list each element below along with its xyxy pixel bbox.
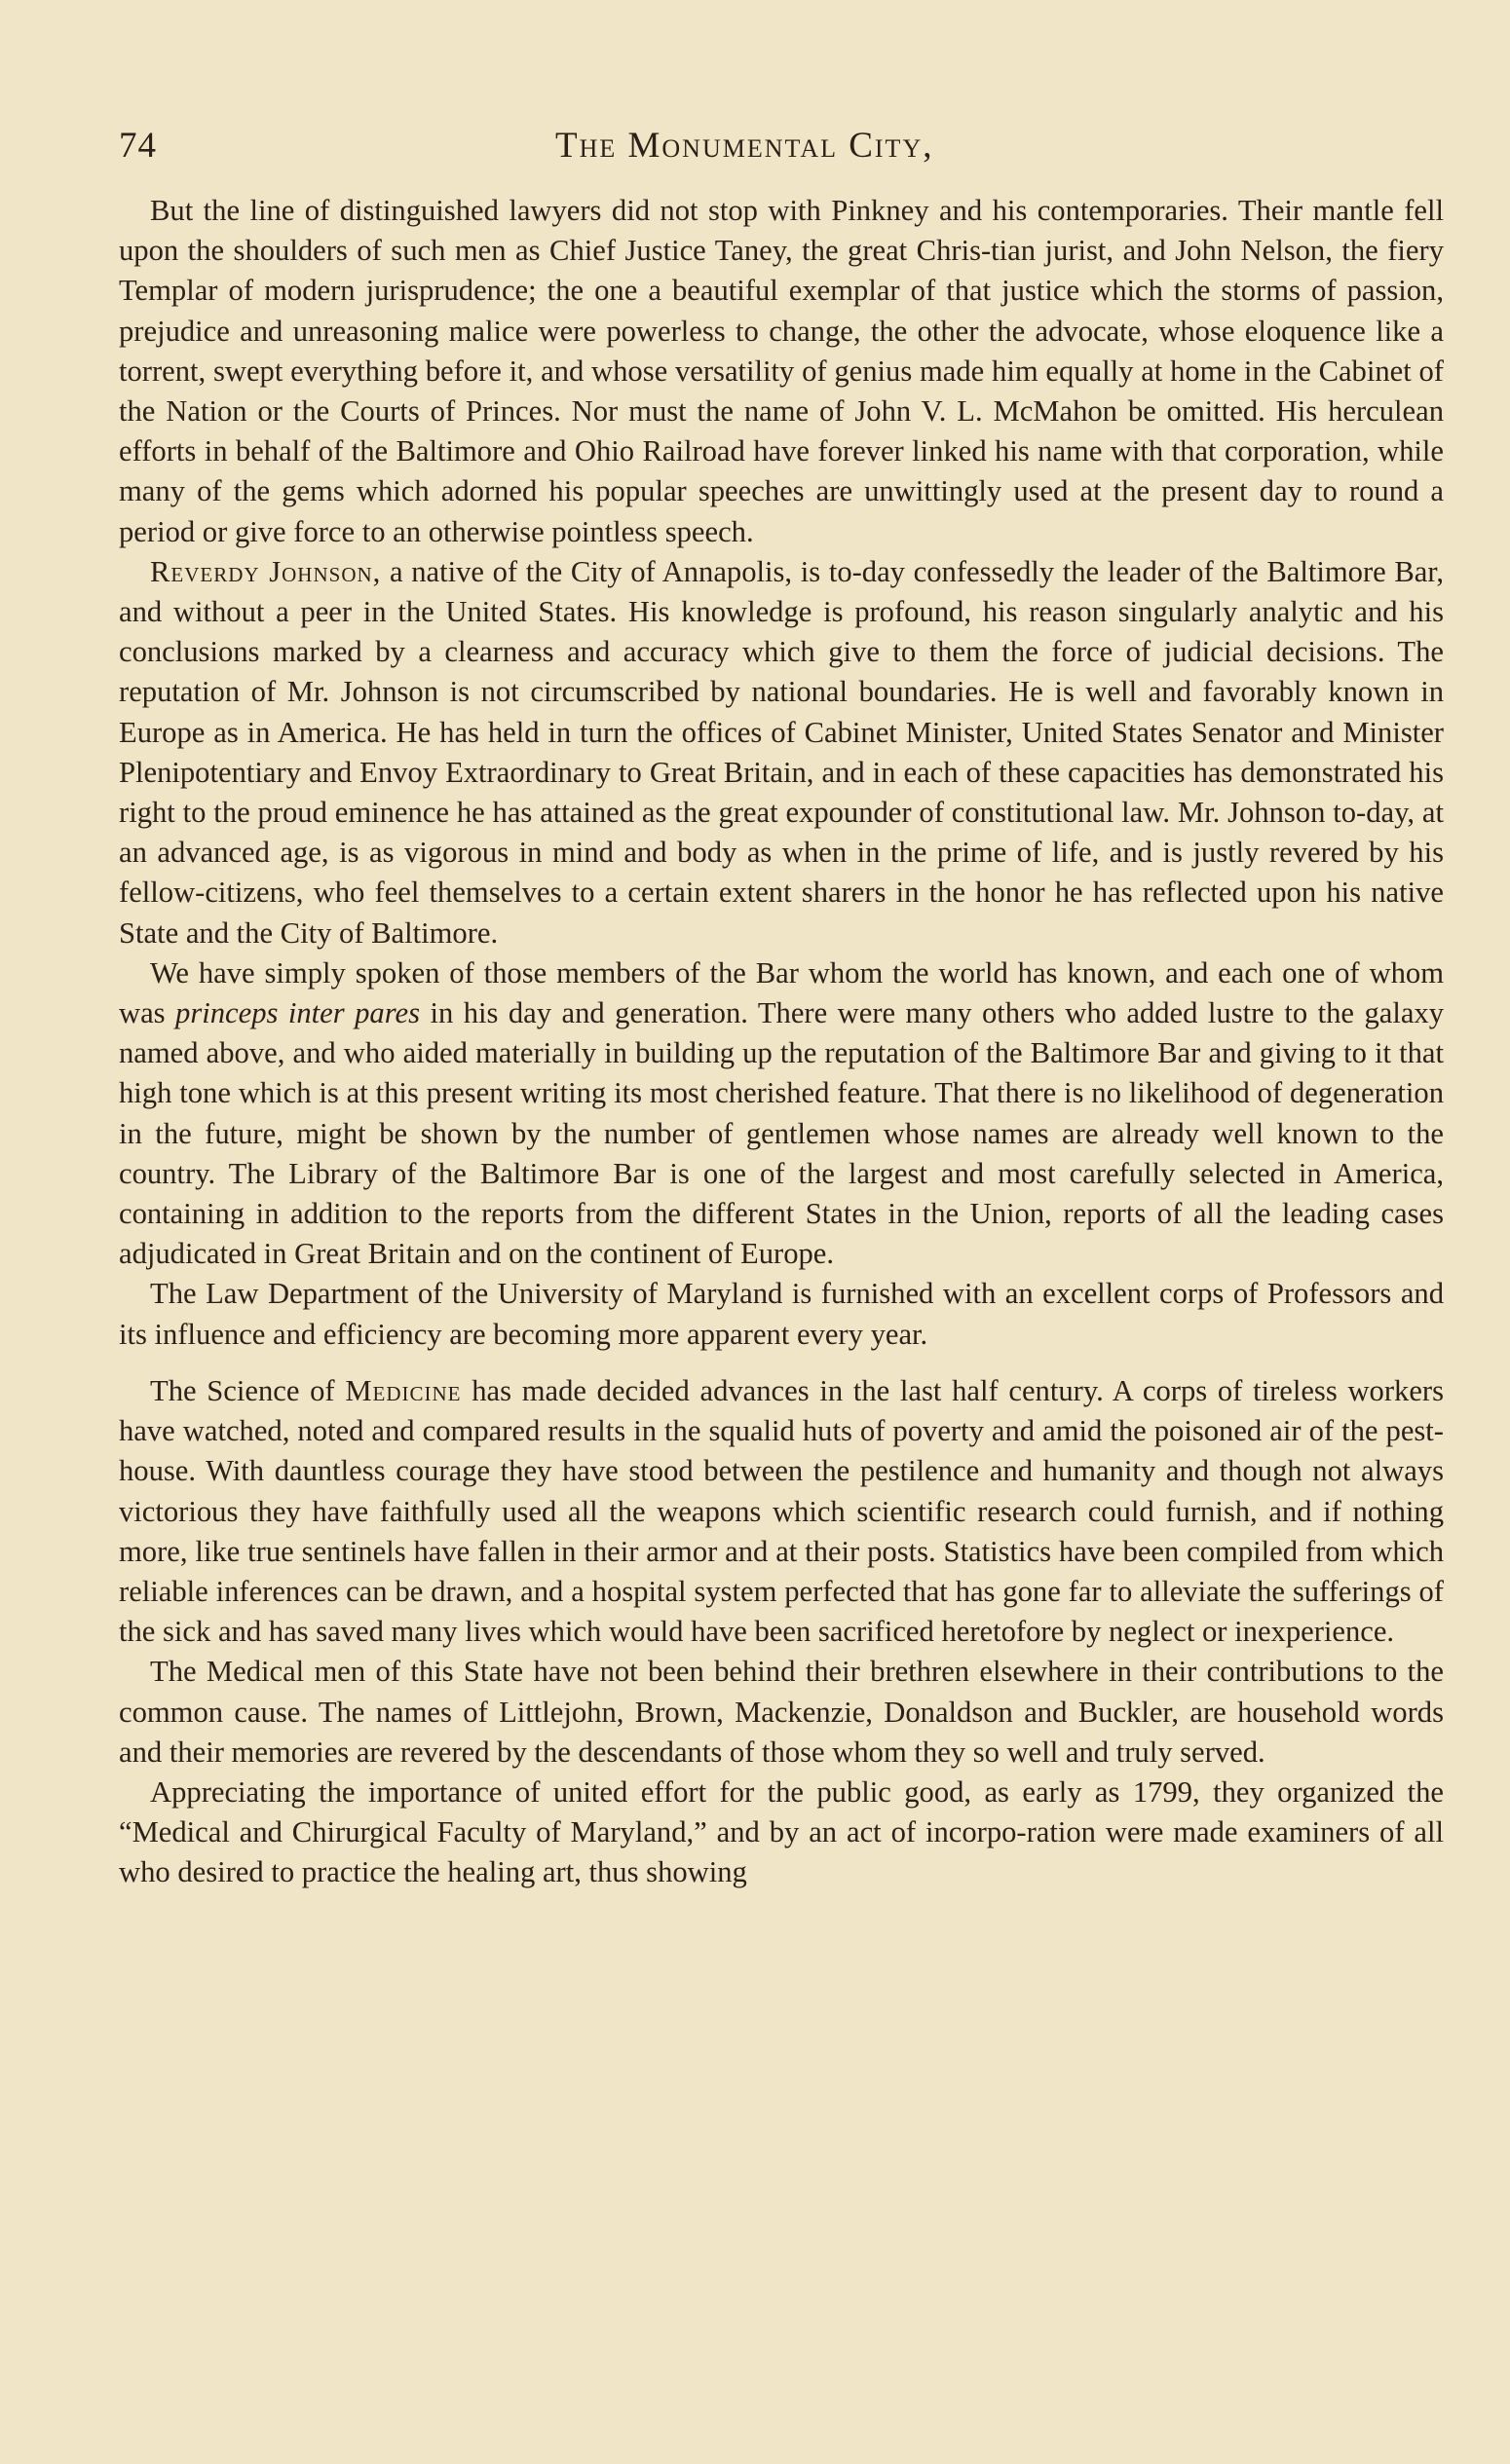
paragraph-text: We have simply spoken of those members of the Bar whom the world has known, and each one of whom was	[119, 955, 1444, 1030]
body-text	[119, 191, 1444, 1893]
paragraph-law-department: The Law Department of the University of Maryland is furnished with an excellent corps of Professors and its influence and efficiency are becoming more apparent every year.	[119, 1277, 1444, 1351]
paragraph-latin-phrase: princeps inter pares	[175, 996, 420, 1030]
paragraph-medical-faculty: Appreciating the importance of united effort for the public good, as early as 1799, they organized the “Medical and Chirurgical Faculty of Maryland,” and by an act of incorpo-ration were made examiners of all who desired to practice the healing art, thus showing	[119, 1774, 1444, 1889]
paragraph-baltimore-bar	[119, 953, 1444, 1275]
paragraph-text: in his day and generation. There were many others who added lustre to the galaxy named above, and who aided materially in building up the reputation of the Baltimore Bar and giving to it that high tone which is at this present writing its most cherished feature. That there is no likelihood of degeneration in the future, might be shown by the number of gentlemen whose names are already well known to the country. The Library of the Baltimore Bar is one of the largest and most carefully selected in America, containing in addition to the reports from the different States in the Union, reports of all the leading cases adjudicated in Great Britain and on the continent of Europe.	[119, 996, 1444, 1271]
running-title: The Monumental City,	[555, 126, 934, 166]
paragraph-reverdy-johnson	[119, 552, 1444, 953]
paragraph-topic-word: Medicine	[345, 1373, 462, 1407]
paragraph-text: a native of the City of Annapolis, is to-day confessedly the leader of the Baltimore Bar, and without a peer in the United States. His knowledge is profound, his reason singularly analytic and his conclusions marked by a clearness and accuracy which give to them the force of judicial decisions. The reputation of Mr. Johnson is not circumscribed by national boundaries. He is well and favorably known in Europe as in America. He has held in turn the offices of Cabinet Minister, United States Senator and Minister Plenipotentiary and Envoy Extraordinary to Great Britain, and in each of these capacities has demonstrated his right to the proud eminence he has attained as the great expounder of constitutional law. Mr. Johnson to-day, at an advanced age, is as vigorous in mind and body as when in the prime of life, and is justly revered by his fellow-citizens, who feel themselves to a certain extent sharers in the honor he has reflected upon his native State and the City of Baltimore.	[119, 554, 1444, 950]
paragraph-text: has made decided advances in the last half century. A corps of tireless workers have watched, noted and compared results in the squalid huts of poverty and amid the poisoned air of the pest-house. With dauntless courage they have stood between the pestilence and humanity and though not always victorious they have faithfully used all the weapons which scientific research could furnish, and if nothing more, like true sentinels have fallen in their armor and at their posts. Statistics have been compiled from which reliable inferences can be drawn, and a hospital system perfected that has gone far to alleviate the sufferings of the sick and has saved many lives which would have been sacrificed heretofore by neglect or inexperience.	[119, 1373, 1444, 1649]
paragraph-text: The Science of	[150, 1373, 346, 1407]
paragraph-science-of-medicine	[119, 1371, 1444, 1652]
paragraph-lawyers-lineage: But the line of distinguished lawyers did not stop with Pinkney and his contemporaries. Their mantle fell upon the shoulders of such men as Chief Justice Taney, the great Chris-tian jurist, and John Nelson, the fiery Templar of modern jurisprudence; the one a beautiful exemplar of that justice which the storms of passion, prejudice and unreasoning malice were powerless to change, the other the advocate, whose eloquence like a torrent, swept everything before it, and whose versatility of genius made him equally at home in the Cabinet of the Nation or the Courts of Princes. Nor must the name of John V. L. McMahon be omitted. His herculean efforts in behalf of the Baltimore and Ohio Railroad have forever linked his name with that corporation, while many of the gems which adorned his popular speeches are unwittingly used at the present day to round a period or give force to an otherwise pointless speech.	[119, 194, 1444, 548]
running-head	[119, 125, 1463, 173]
paragraph-lead-name: Reverdy Johnson,	[150, 554, 382, 588]
section-gap	[119, 1355, 1444, 1371]
page-number: 74	[119, 126, 157, 166]
paragraph-medical-men: The Medical men of this State have not been behind their brethren elsewhere in their contributions to the common cause. The names of Littlejohn, Brown, Mackenzie, Donaldson and Buckler, are household words and their memories are revered by the descendants of those whom they so well and truly served.	[119, 1655, 1444, 1769]
